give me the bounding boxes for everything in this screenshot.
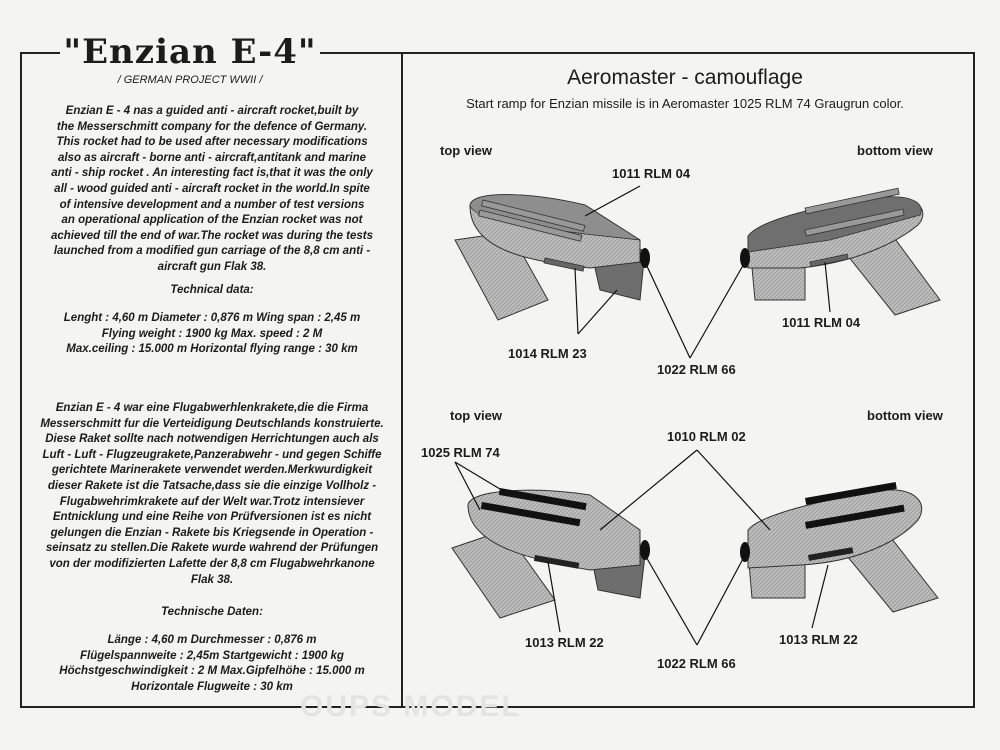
label-rlm02: 1010 RLM 02 [667,429,746,444]
label-rlm23: 1014 RLM 23 [508,346,587,361]
text-line: Flying weight : 1900 kg Max. speed : 2 M [101,327,323,340]
text-line: gelungen die Enzian - Rakete bis Kriegsende in Operation - [50,526,374,539]
text-line: achieved till the end of war.The rocket was during the tests [50,229,374,242]
text-line: Horizontale Flugweite : 30 km [131,680,293,693]
label-rlm22-left: 1013 RLM 22 [525,635,604,650]
technical-data-heading: Technical data: [170,284,254,296]
text-line: Messerschmitt fur die Verteidigung Deutschlands konstruierte. [40,417,384,430]
label-rlm74: 1025 RLM 74 [421,445,500,460]
text-line: aircraft gun Flak 38. [157,260,267,273]
view-label-top-2: top view [450,408,503,423]
label-rlm66-upper: 1022 RLM 66 [657,362,736,377]
german-data-heading: Technische Daten: [161,606,263,618]
view-label-bottom-2: bottom view [867,408,943,423]
text-line: gerichtete Marinerakete verwendet werden.Merkwurdigkeit [51,464,373,477]
watermark: OUPS MODEL [300,690,522,723]
label-rlm22-right: 1013 RLM 22 [779,632,858,647]
text-line: launched from a modified gun carriage of the 8,8 cm anti - [53,245,371,258]
text-line: Flugabwehrimkrakete auf der Welt war.Trotz intensiever [59,495,365,508]
rocket-bottom-view-1 [740,188,940,315]
german-data [34,633,390,695]
text-line: the Messerschmitt company for the defence of Germany. [56,120,368,133]
text-line: all - wood guided anti - aircraft rocket in the world.In spite [54,182,370,195]
text-line: of intensive development and a number of test versions [59,198,365,211]
view-label-bottom-1: bottom view [857,143,933,158]
text-line: Diese Raket sollte nach notwendigen Herrichtungen auch als [45,433,379,446]
text-line: Max.ceiling : 15.000 m Horizontal flying range : 30 km [66,343,358,356]
technical-data [34,311,390,358]
view-label-top-1: top view [440,143,493,158]
text-line: This rocket had to be used after necessary modifications [56,136,368,149]
text-line: an operational application of the Enzian rocket was not [61,214,363,227]
text-line: Lenght : 4,60 m Diameter : 0,876 m Wing span : 2,45 m [63,312,361,324]
rocket-top-view-2 [452,488,650,618]
rocket-bottom-view-2 [740,482,938,612]
text-line: Enzian E - 4 war eine Flugabwerhlenkrakete,die die Firma [55,402,369,414]
text-line: Luft - Luft - Flugzeugrakete,Panzerabwehr - und gegen Schiffe [42,448,382,461]
text-line: seinsatz zu stellen.Die Rakete wurde wahrend der Prüfungen [45,542,379,555]
text-line: also as aircraft - borne anti - aircraft,antitank and marine [57,151,367,164]
text-line: Entnicklung und eine Reihe von Prüfversionen ist es nicht [52,511,372,524]
rocket-top-view-1 [455,195,650,320]
text-line: Flügelspannweite : 2,45m Startgewicht : 1900 kg [80,649,344,662]
english-description [34,104,390,276]
text-line: Flak 38. [190,573,234,586]
text-line: anti - ship rocket . An interesting fact is,that it was the only [51,167,373,180]
camouflage-title: Aeromaster - camouflage [567,66,803,89]
text-line: von der modifizierten Lafette der 8,8 cm Flugabwehrkanone [49,557,375,570]
text-line: Länge : 4,60 m Durchmesser : 0,876 m [107,634,317,646]
page-title: "Enzian E-4" [63,32,317,72]
page-subtitle: / GERMAN PROJECT WWII / [117,74,263,86]
label-rlm04-bottom: 1011 RLM 04 [782,315,861,330]
german-description [34,401,390,588]
label-rlm66-lower: 1022 RLM 66 [657,656,736,671]
label-rlm04-top: 1011 RLM 04 [612,166,691,181]
text-line: Enzian E - 4 nas a guided anti - aircraft rocket,built by [65,105,359,117]
camouflage-subtitle: Start ramp for Enzian missile is in Aeromaster 1025 RLM 74 Graugrun color. [466,96,904,111]
text-line: dieser Rakete ist die Tatsache,dass sie die einzige Vollholz - [47,479,377,492]
text-line: Höchstgeschwindigkeit : 2 M Max.Gipfelhöhe : 15.000 m [59,665,365,678]
